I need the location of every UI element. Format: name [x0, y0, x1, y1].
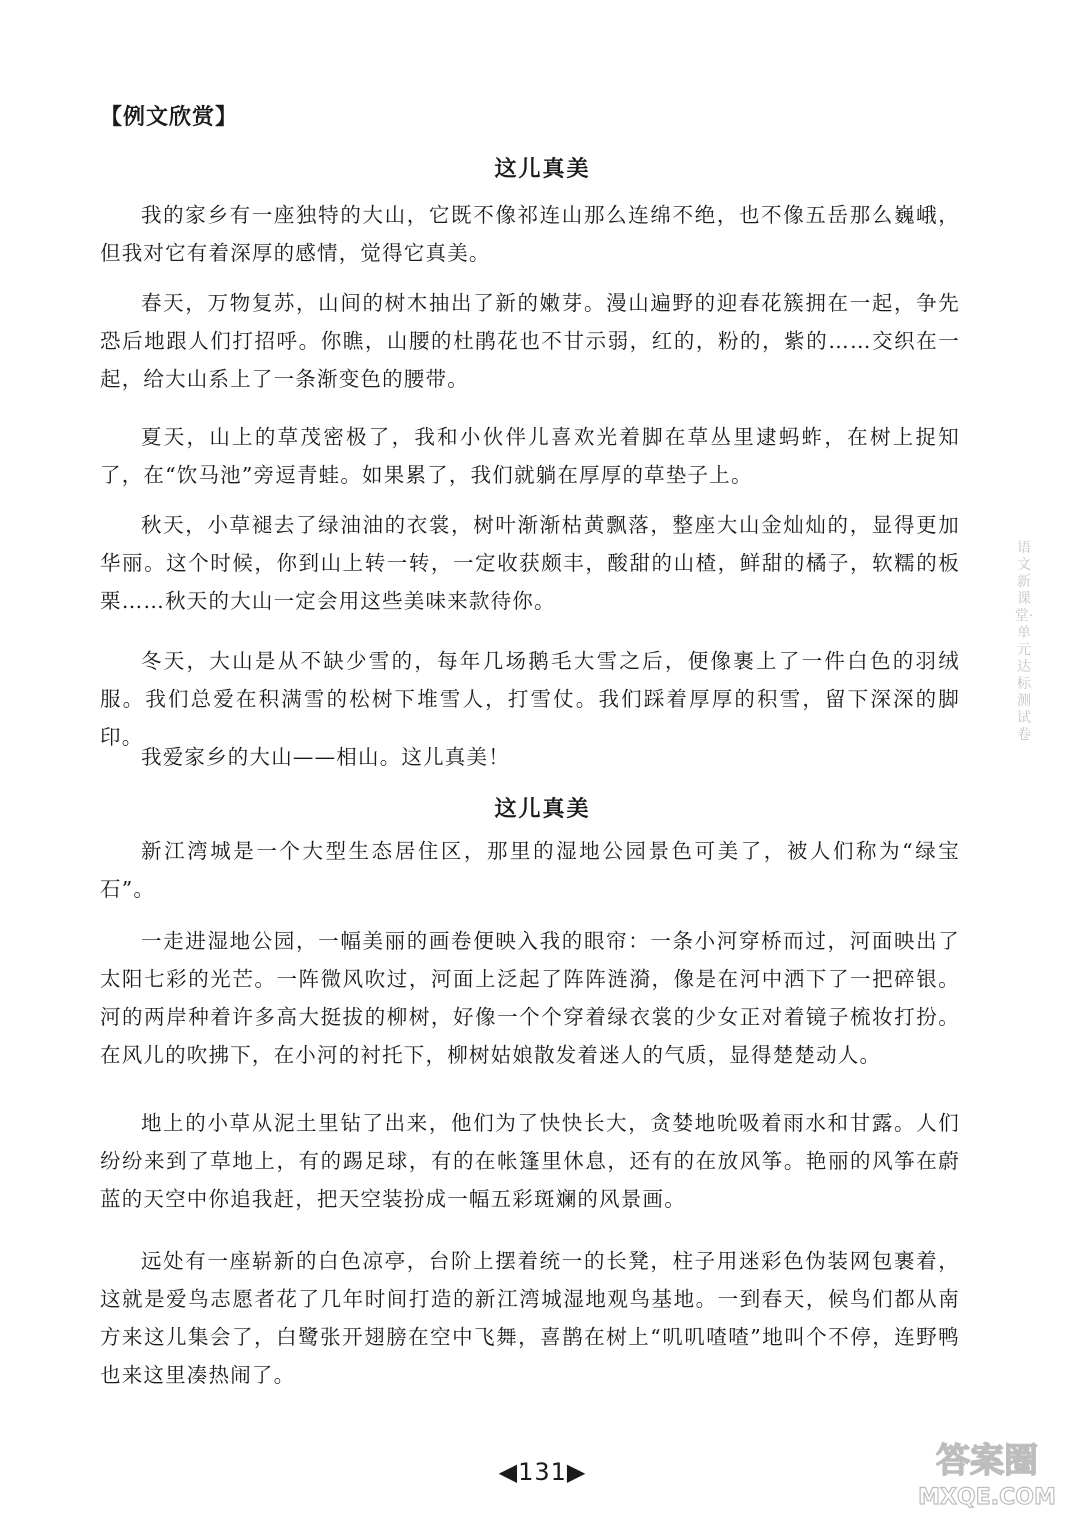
- essay1-paragraph: 夏天，山上的草茂密极了，我和小伙伴儿喜欢光着脚在草丛里逮蚂蚱，在树上捉知了，在“饮马池”旁逗青蛙。如果累了，我们就躺在厚厚的草垫子上。: [100, 425, 960, 487]
- essay2-paragraph: 新江湾城是一个大型生态居住区，那里的湿地公园景色可美了，被人们称为“绿宝石”。: [100, 839, 960, 901]
- essay1-paragraph: 我的家乡有一座独特的大山，它既不像祁连山那么连绵不绝，也不像五岳那么巍峨，但我对它有着深厚的感情，觉得它真美。: [100, 203, 960, 265]
- page-number: ◀131▶: [498, 1458, 587, 1486]
- essay2-paragraph: 一走进湿地公园，一幅美丽的画卷便映入我的眼帘：一条小河穿桥而过，河面映出了太阳七彩的光芒。一阵微风吹过，河面上泛起了阵阵涟漪，像是在河中洒下了一把碎银。河的两岸种着许多高大挺拔的柳树，好像一个个穿着绿衣裳的少女正对着镜子梳妆打扮。在风儿的吹拂下，在小河的衬托下，柳树姑娘散发着迷人的气质，显得楚楚动人。: [100, 929, 960, 1067]
- essay1-paragraph: 冬天，大山是从不缺少雪的，每年几场鹅毛大雪之后，便像裹上了一件白色的羽绒服。我们总爱在积满雪的松树下堆雪人，打雪仗。我们踩着厚厚的积雪，留下深深的脚印。: [100, 649, 960, 749]
- section-label: 【例文欣赏】: [100, 104, 239, 130]
- essay1-title: 这儿真美: [494, 156, 591, 182]
- essay2-paragraph: 地上的小草从泥土里钻了出来，他们为了快快长大，贪婪地吮吸着雨水和甘露。人们纷纷来到了草地上，有的踢足球，有的在帐篷里休息，还有的在放风筝。艳丽的风筝在蔚蓝的天空中你追我赶，把天空装扮成一幅五彩斑斓的风景画。: [100, 1111, 960, 1211]
- essay2-title: 这儿真美: [494, 796, 591, 822]
- watermark-logo: [917, 1432, 1057, 1512]
- essay1-paragraph: 春天，万物复苏，山间的树木抽出了新的嫩芽。漫山遍野的迎春花簇拥在一起，争先恐后地跟人们打招呼。你瞧，山腰的杜鹃花也不甘示弱，红的，粉的，紫的……交织在一起，给大山系上了一条渐变色的腰带。: [100, 291, 960, 391]
- watermark-url: MXQE.COM: [918, 1485, 1056, 1510]
- essay1-paragraph: 我爱家乡的大山——相山。这儿真美！: [141, 745, 510, 769]
- side-margin-text: 语文新课堂·单元达标测试卷: [1014, 540, 1034, 743]
- essay2-paragraph: 远处有一座崭新的白色凉亭，台阶上摆着统一的长凳，柱子用迷彩色伪装网包裹着，这就是爱鸟志愿者花了几年时间打造的新江湾城湿地观鸟基地。一到春天，候鸟们都从南方来这儿集会了，白鹭张开翅膀在空中飞舞，喜鹊在树上“叽叽喳喳”地叫个不停，连野鸭也来这里凑热闹了。: [100, 1249, 960, 1387]
- watermark-text: 答案圈: [936, 1441, 1038, 1481]
- essay1-paragraph: 秋天，小草褪去了绿油油的衣裳，树叶渐渐枯黄飘落，整座大山金灿灿的，显得更加华丽。这个时候，你到山上转一转，一定收获颇丰，酸甜的山楂，鲜甜的橘子，软糯的板栗……秋天的大山一定会用这些美味来款待你。: [100, 513, 960, 613]
